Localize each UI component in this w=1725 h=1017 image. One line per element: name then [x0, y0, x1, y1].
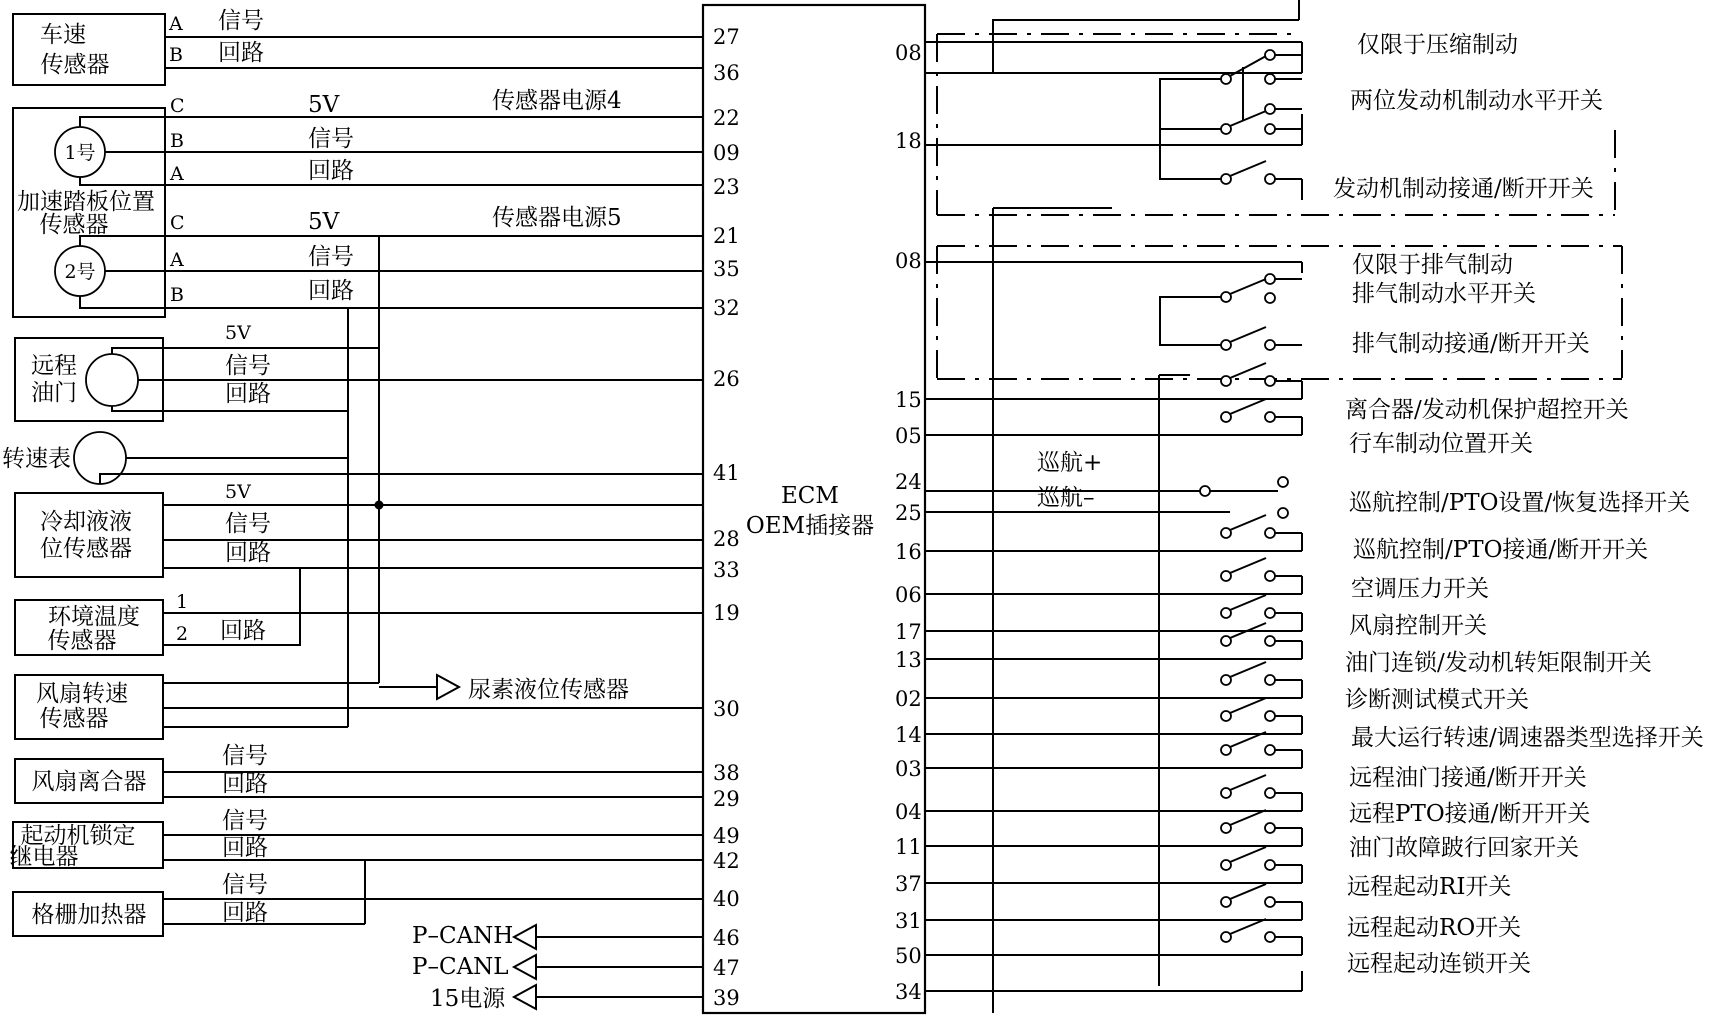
- svg-text:排气制动水平开关: 排气制动水平开关: [1352, 281, 1536, 307]
- switch-blade: [1230, 884, 1266, 899]
- switch-contact: [1265, 636, 1275, 646]
- svg-text:回路: 回路: [222, 900, 268, 926]
- switch-label: 风扇控制开关: [1349, 613, 1487, 639]
- switch-contact: [1221, 897, 1231, 907]
- ambient-temperature-sensor: [15, 568, 740, 655]
- svg-text:C: C: [170, 95, 185, 117]
- svg-text:信号: 信号: [218, 8, 264, 34]
- compression-brake-group: [895, 0, 1615, 215]
- svg-text:信号: 信号: [308, 126, 354, 152]
- svg-text:信号: 信号: [222, 743, 268, 769]
- svg-text:传感器电源5: 传感器电源5: [492, 205, 622, 231]
- switch-contact: [1221, 823, 1231, 833]
- switch-contact: [1265, 932, 1275, 942]
- ecm-pin-42: 42: [713, 849, 740, 873]
- switch-contact: [1265, 788, 1275, 798]
- svg-text:信号: 信号: [222, 808, 268, 834]
- switch-contact: [1221, 376, 1231, 386]
- ecm-pin-22: 22: [713, 106, 740, 130]
- svg-text:2: 2: [176, 623, 189, 645]
- tachometer: [2, 432, 740, 485]
- cruise-plus-label: 巡航+: [1037, 450, 1103, 476]
- accelerator-pedal-position-sensor: [13, 88, 740, 320]
- svg-text:位传感器: 位传感器: [40, 536, 132, 562]
- svg-text:1号: 1号: [64, 142, 96, 164]
- switch-label: 远程油门接通/断开开关: [1349, 765, 1587, 791]
- ecm-pin-08b: 08: [895, 249, 922, 273]
- svg-text:A: A: [169, 13, 183, 35]
- svg-text:5V: 5V: [308, 209, 340, 235]
- ecm-pin-38: 38: [713, 761, 740, 785]
- switch-blade: [1230, 662, 1266, 677]
- ecm-pin-34: 34: [895, 980, 922, 1004]
- switch-label: 诊断测试模式开关: [1345, 687, 1529, 713]
- ecm-pin-36: 36: [713, 61, 740, 85]
- switch-contact: [1221, 788, 1231, 798]
- ecm-pin-11: 11: [895, 835, 922, 859]
- switch-contact: [1265, 675, 1275, 685]
- switch-contact: [1221, 608, 1231, 618]
- switch-label: 空调压力开关: [1351, 576, 1489, 602]
- switch-contact: [1265, 608, 1275, 618]
- ecm-pin-47: 47: [713, 956, 740, 980]
- svg-text:传感器: 传感器: [47, 628, 117, 654]
- switch-blade: [1230, 399, 1266, 414]
- switch-contact: [1265, 711, 1275, 721]
- switch-contact: [1221, 675, 1231, 685]
- svg-text:传感器: 传感器: [39, 706, 109, 732]
- switch-label: 油门连锁/发动机转矩限制开关: [1345, 650, 1652, 676]
- ecm-pin-15: 15: [895, 388, 922, 412]
- switch-contact: [1265, 745, 1275, 755]
- ecm-pin-16: 16: [895, 540, 922, 564]
- svg-text:回路: 回路: [218, 40, 264, 66]
- ecm-pin-37: 37: [895, 872, 922, 896]
- switch-label: 远程PTO接通/断开开关: [1349, 801, 1591, 827]
- coolant-level-sensor: [15, 481, 740, 582]
- svg-text:回路: 回路: [225, 381, 271, 407]
- svg-text:5V: 5V: [225, 322, 251, 344]
- fan-clutch: [15, 743, 740, 811]
- switch-label: 最大运行转速/调速器类型选择开关: [1351, 725, 1704, 751]
- svg-text:排气制动接通/断开开关: 排气制动接通/断开开关: [1352, 331, 1590, 357]
- ecm-pin-23: 23: [713, 175, 740, 199]
- switch-blade: [1230, 775, 1266, 790]
- switch-contact: [1221, 571, 1231, 581]
- svg-text:信号: 信号: [225, 511, 271, 537]
- switch-blade: [1230, 515, 1266, 530]
- switch-contact: [1265, 897, 1275, 907]
- grid-heater: [13, 860, 740, 936]
- switch-contact: [1221, 711, 1231, 721]
- switch-label: 行车制动位置开关: [1349, 431, 1533, 457]
- ecm-pin-21: 21: [713, 224, 740, 248]
- ecm-pin-40: 40: [713, 887, 740, 911]
- switch-blade: [1230, 847, 1266, 862]
- switch-contact: [1278, 508, 1288, 518]
- svg-text:仅限于压缩制动: 仅限于压缩制动: [1357, 32, 1518, 58]
- svg-text:信号: 信号: [222, 872, 268, 898]
- svg-text:远程: 远程: [31, 353, 77, 379]
- svg-text:信号: 信号: [308, 244, 354, 270]
- ecm-pin-50: 50: [895, 944, 922, 968]
- svg-text:5V: 5V: [308, 92, 340, 118]
- switch-blade: [1230, 558, 1266, 573]
- switch-contact: [1221, 528, 1231, 538]
- svg-text:继电器: 继电器: [9, 844, 79, 870]
- switch-label: 巡航控制/PTO设置/恢复选择开关: [1349, 490, 1691, 516]
- switch-contact: [1200, 486, 1210, 496]
- ecm-pin-19: 19: [713, 601, 740, 625]
- switch-blade: [1230, 698, 1266, 713]
- svg-text:回路: 回路: [222, 771, 268, 797]
- ecm-pin-35: 35: [713, 257, 740, 281]
- svg-text:风扇离合器: 风扇离合器: [31, 769, 147, 795]
- switch-label: 油门故障跛行回家开关: [1349, 835, 1579, 861]
- switch-contact: [1278, 477, 1288, 487]
- svg-text:转速表: 转速表: [2, 446, 71, 472]
- svg-text:B: B: [169, 44, 183, 66]
- ecm-pin-30: 30: [713, 697, 740, 721]
- svg-text:回路: 回路: [225, 540, 271, 566]
- switch-contact: [1221, 745, 1231, 755]
- svg-text:传感器: 传感器: [39, 212, 109, 238]
- switch-label: 远程起动RO开关: [1347, 915, 1522, 941]
- svg-text:格栅加热器: 格栅加热器: [31, 902, 147, 928]
- svg-text:加速踏板位置: 加速踏板位置: [17, 189, 155, 215]
- ecm-pin-29: 29: [713, 787, 740, 811]
- switch-contact: [1265, 860, 1275, 870]
- ecm-pin-14: 14: [895, 723, 922, 747]
- switch-contact: [1221, 932, 1231, 942]
- ecm-pin-31: 31: [895, 909, 922, 933]
- ecm-pin-05: 05: [895, 424, 922, 448]
- switch-contact: [1221, 636, 1231, 646]
- switch-blade: [1230, 919, 1266, 934]
- svg-text:1: 1: [176, 591, 189, 613]
- svg-text:A: A: [170, 249, 184, 271]
- ecm-pin-02: 02: [895, 687, 922, 711]
- svg-text:发动机制动接通/断开开关: 发动机制动接通/断开开关: [1333, 176, 1594, 202]
- svg-text:15电源: 15电源: [430, 986, 506, 1012]
- ecm-pin-27: 27: [713, 25, 740, 49]
- svg-text:回路: 回路: [222, 835, 268, 861]
- svg-text:油门: 油门: [31, 380, 77, 406]
- svg-text:5V: 5V: [225, 481, 251, 503]
- switch-contact: [1221, 412, 1231, 422]
- ecm-pin-03: 03: [895, 757, 922, 781]
- svg-text:A: A: [170, 163, 184, 185]
- switch-label: 远程起动连锁开关: [1347, 951, 1531, 977]
- switch-contact: [1221, 860, 1231, 870]
- fan-speed-sensor: [15, 675, 740, 739]
- svg-text:冷却液液: 冷却液液: [40, 509, 132, 535]
- svg-text:尿素液位传感器: 尿素液位传感器: [468, 677, 629, 703]
- ecm-pin-39: 39: [713, 986, 740, 1010]
- svg-text:回路: 回路: [308, 158, 354, 184]
- exhaust-brake-group: [895, 246, 1622, 379]
- can-connections: [412, 923, 740, 1012]
- svg-text:2号: 2号: [64, 261, 96, 283]
- switch-label: 巡航控制/PTO接通/断开开关: [1353, 537, 1649, 563]
- ecm-subtitle: OEM插接器: [745, 513, 875, 539]
- ecm-pin-28: 28: [713, 527, 740, 551]
- ecm-pin-17: 17: [895, 620, 922, 644]
- ecm-pin-46: 46: [713, 926, 740, 950]
- switch-contact: [1265, 571, 1275, 581]
- switch-label: 离合器/发动机保护超控开关: [1345, 397, 1629, 423]
- svg-text:P–CANH: P–CANH: [412, 923, 514, 949]
- switch-blade: [1230, 595, 1266, 610]
- svg-text:仅限于排气制动: 仅限于排气制动: [1352, 252, 1513, 278]
- svg-text:B: B: [170, 130, 184, 152]
- urea-sensor-arrow: [437, 675, 459, 699]
- ecm-pin-13: 13: [895, 648, 922, 672]
- ecm-pin-18: 18: [895, 129, 922, 153]
- svg-text:车速: 车速: [40, 22, 86, 48]
- svg-text:回路: 回路: [220, 618, 266, 644]
- svg-text:P–CANL: P–CANL: [412, 954, 509, 980]
- ecm-pin-04: 04: [895, 800, 922, 824]
- switch-contact: [1265, 412, 1275, 422]
- ecm-pin-41: 41: [713, 461, 740, 485]
- switch-contact: [1265, 376, 1275, 386]
- remote-throttle: [15, 322, 740, 421]
- ecm-pin-26: 26: [713, 367, 740, 391]
- svg-text:风扇转速: 风扇转速: [36, 681, 128, 707]
- vehicle-speed-sensor: [13, 8, 740, 85]
- switch-contact: [1265, 528, 1275, 538]
- switch-list: [895, 363, 1704, 1004]
- svg-text:C: C: [170, 212, 185, 234]
- ecm-title: ECM: [781, 483, 839, 509]
- svg-text:两位发动机制动水平开关: 两位发动机制动水平开关: [1350, 88, 1603, 114]
- svg-text:回路: 回路: [308, 278, 354, 304]
- starter-lockout-relay: [10, 808, 740, 873]
- switch-blade: [1230, 810, 1266, 825]
- ecm-pin-09: 09: [713, 141, 740, 165]
- ecm-pin-06: 06: [895, 583, 922, 607]
- svg-text:信号: 信号: [225, 353, 271, 379]
- switch-label: 远程起动RI开关: [1347, 874, 1512, 900]
- ecm-pin-33: 33: [713, 558, 740, 582]
- svg-text:传感器: 传感器: [40, 52, 110, 78]
- switch-blade: [1230, 363, 1266, 378]
- svg-text:传感器电源4: 传感器电源4: [492, 88, 622, 114]
- ecm-pin-08a: 08: [895, 41, 922, 65]
- switch-contact: [1265, 823, 1275, 833]
- svg-text:B: B: [170, 284, 184, 306]
- ecm-pin-49: 49: [713, 824, 740, 848]
- ecm-pin-25: 25: [895, 501, 922, 525]
- svg-text:环境温度: 环境温度: [48, 604, 140, 630]
- ecm-pin-24: 24: [895, 470, 922, 494]
- svg-text:起动机锁定: 起动机锁定: [20, 823, 136, 849]
- ecm-pin-32: 32: [713, 296, 740, 320]
- cruise-minus-label: 巡航–: [1037, 485, 1095, 511]
